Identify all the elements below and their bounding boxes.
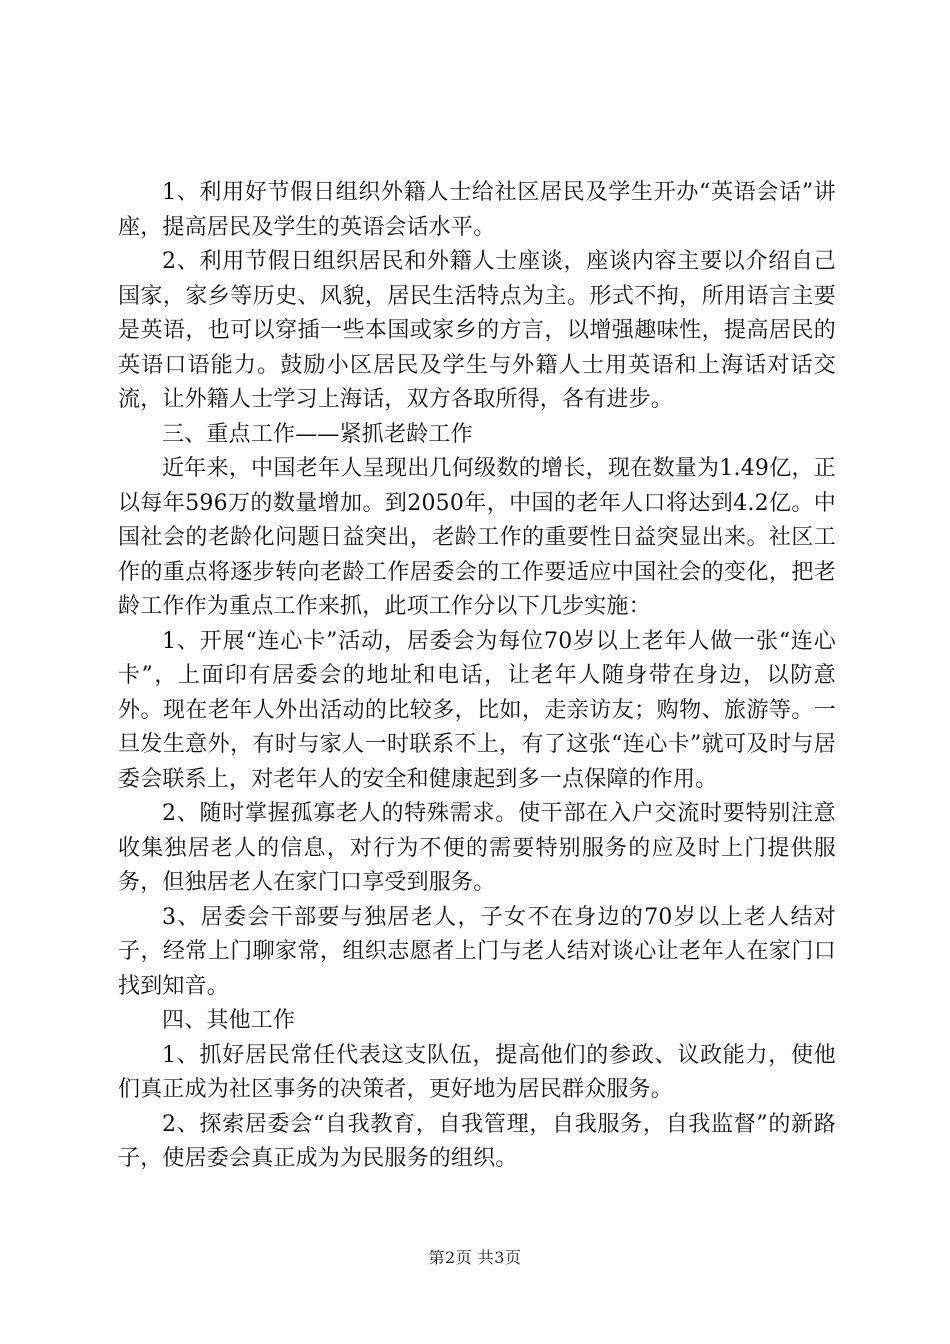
- paragraph-lonely-elderly-needs: 2、随时掌握孤寡老人的特殊需求。使干部在入户交流时要特别注意收集独居老人的信息，对行为不便的需要特别服务的应及时上门提供服务，但独居老人在家门口享受到服务。: [118, 801, 836, 895]
- page-number-footer: 第2页 共3页: [428, 1248, 522, 1267]
- section-heading-other-work: 四、其他工作: [162, 1008, 296, 1033]
- paragraph-resident-representatives: 1、抓好居民常任代表这支队伍，提高他们的参政、议政能力，使他们真正成为社区事务的决策者，更好地为居民群众服务。: [118, 1042, 836, 1102]
- paragraph-aging-overview: 近年来，中国老年人呈现出几何级数的增长，现在数量为1.49亿，正以每年596万的数量增加。到2050年，中国的老年人口将达到4.2亿。中国社会的老龄化问题日益突出，老龄工作的重要性日益突显出来。社区工作的重点将逐步转向老龄工作居委会的工作要适应中国社会的变化，把老龄工作作为重点工作来抓，此项工作分以下几步实施：: [118, 456, 836, 619]
- paragraph-pairing-elderly: 3、居委会干部要与独居老人，子女不在身边的70岁以上老人结对子，经常上门聊家常，组织志愿者上门与老人结对谈心让老年人在家门口找到知音。: [118, 904, 836, 999]
- paragraph-english-lectures: 1、利用好节假日组织外籍人士给社区居民及学生开办“英语会话”讲座，提高居民及学生的英语会话水平。: [118, 180, 836, 240]
- paragraph-foreigner-forums: 2、利用节假日组织居民和外籍人士座谈，座谈内容主要以介绍自己国家，家乡等历史、风貌，居民生活特点为主。形式不拘，所用语言主要是英语，也可以穿插一些本国或家乡的方言，以增强趣味性，提高居民的英语口语能力。鼓励小区居民及学生与外籍人士用英语和上海话对话交流，让外籍人士学习上海话，双方各取所得，各有进步。: [118, 249, 836, 412]
- document-body: [118, 176, 836, 1177]
- paragraph-heart-card: 1、开展“连心卡”活动，居委会为每位70岁以上老年人做一张“连心卡”，上面印有居委会的地址和电话，让老年人随身带在身边，以防意外。现在老年人外出活动的比较多，比如，走亲访友；购物、旅游等。一旦发生意外，有时与家人一时联系不上，有了这张“连心卡”就可及时与居委会联系上，对老年人的安全和健康起到多一点保障的作用。: [118, 628, 836, 792]
- section-heading-elderly-work: 三、重点工作——紧抓老龄工作: [162, 421, 473, 447]
- paragraph-self-governance: 2、探索居委会“自我教育，自我管理，自我服务，自我监督”的新路子，使居委会真正成为为民服务的组织。: [118, 1111, 836, 1171]
